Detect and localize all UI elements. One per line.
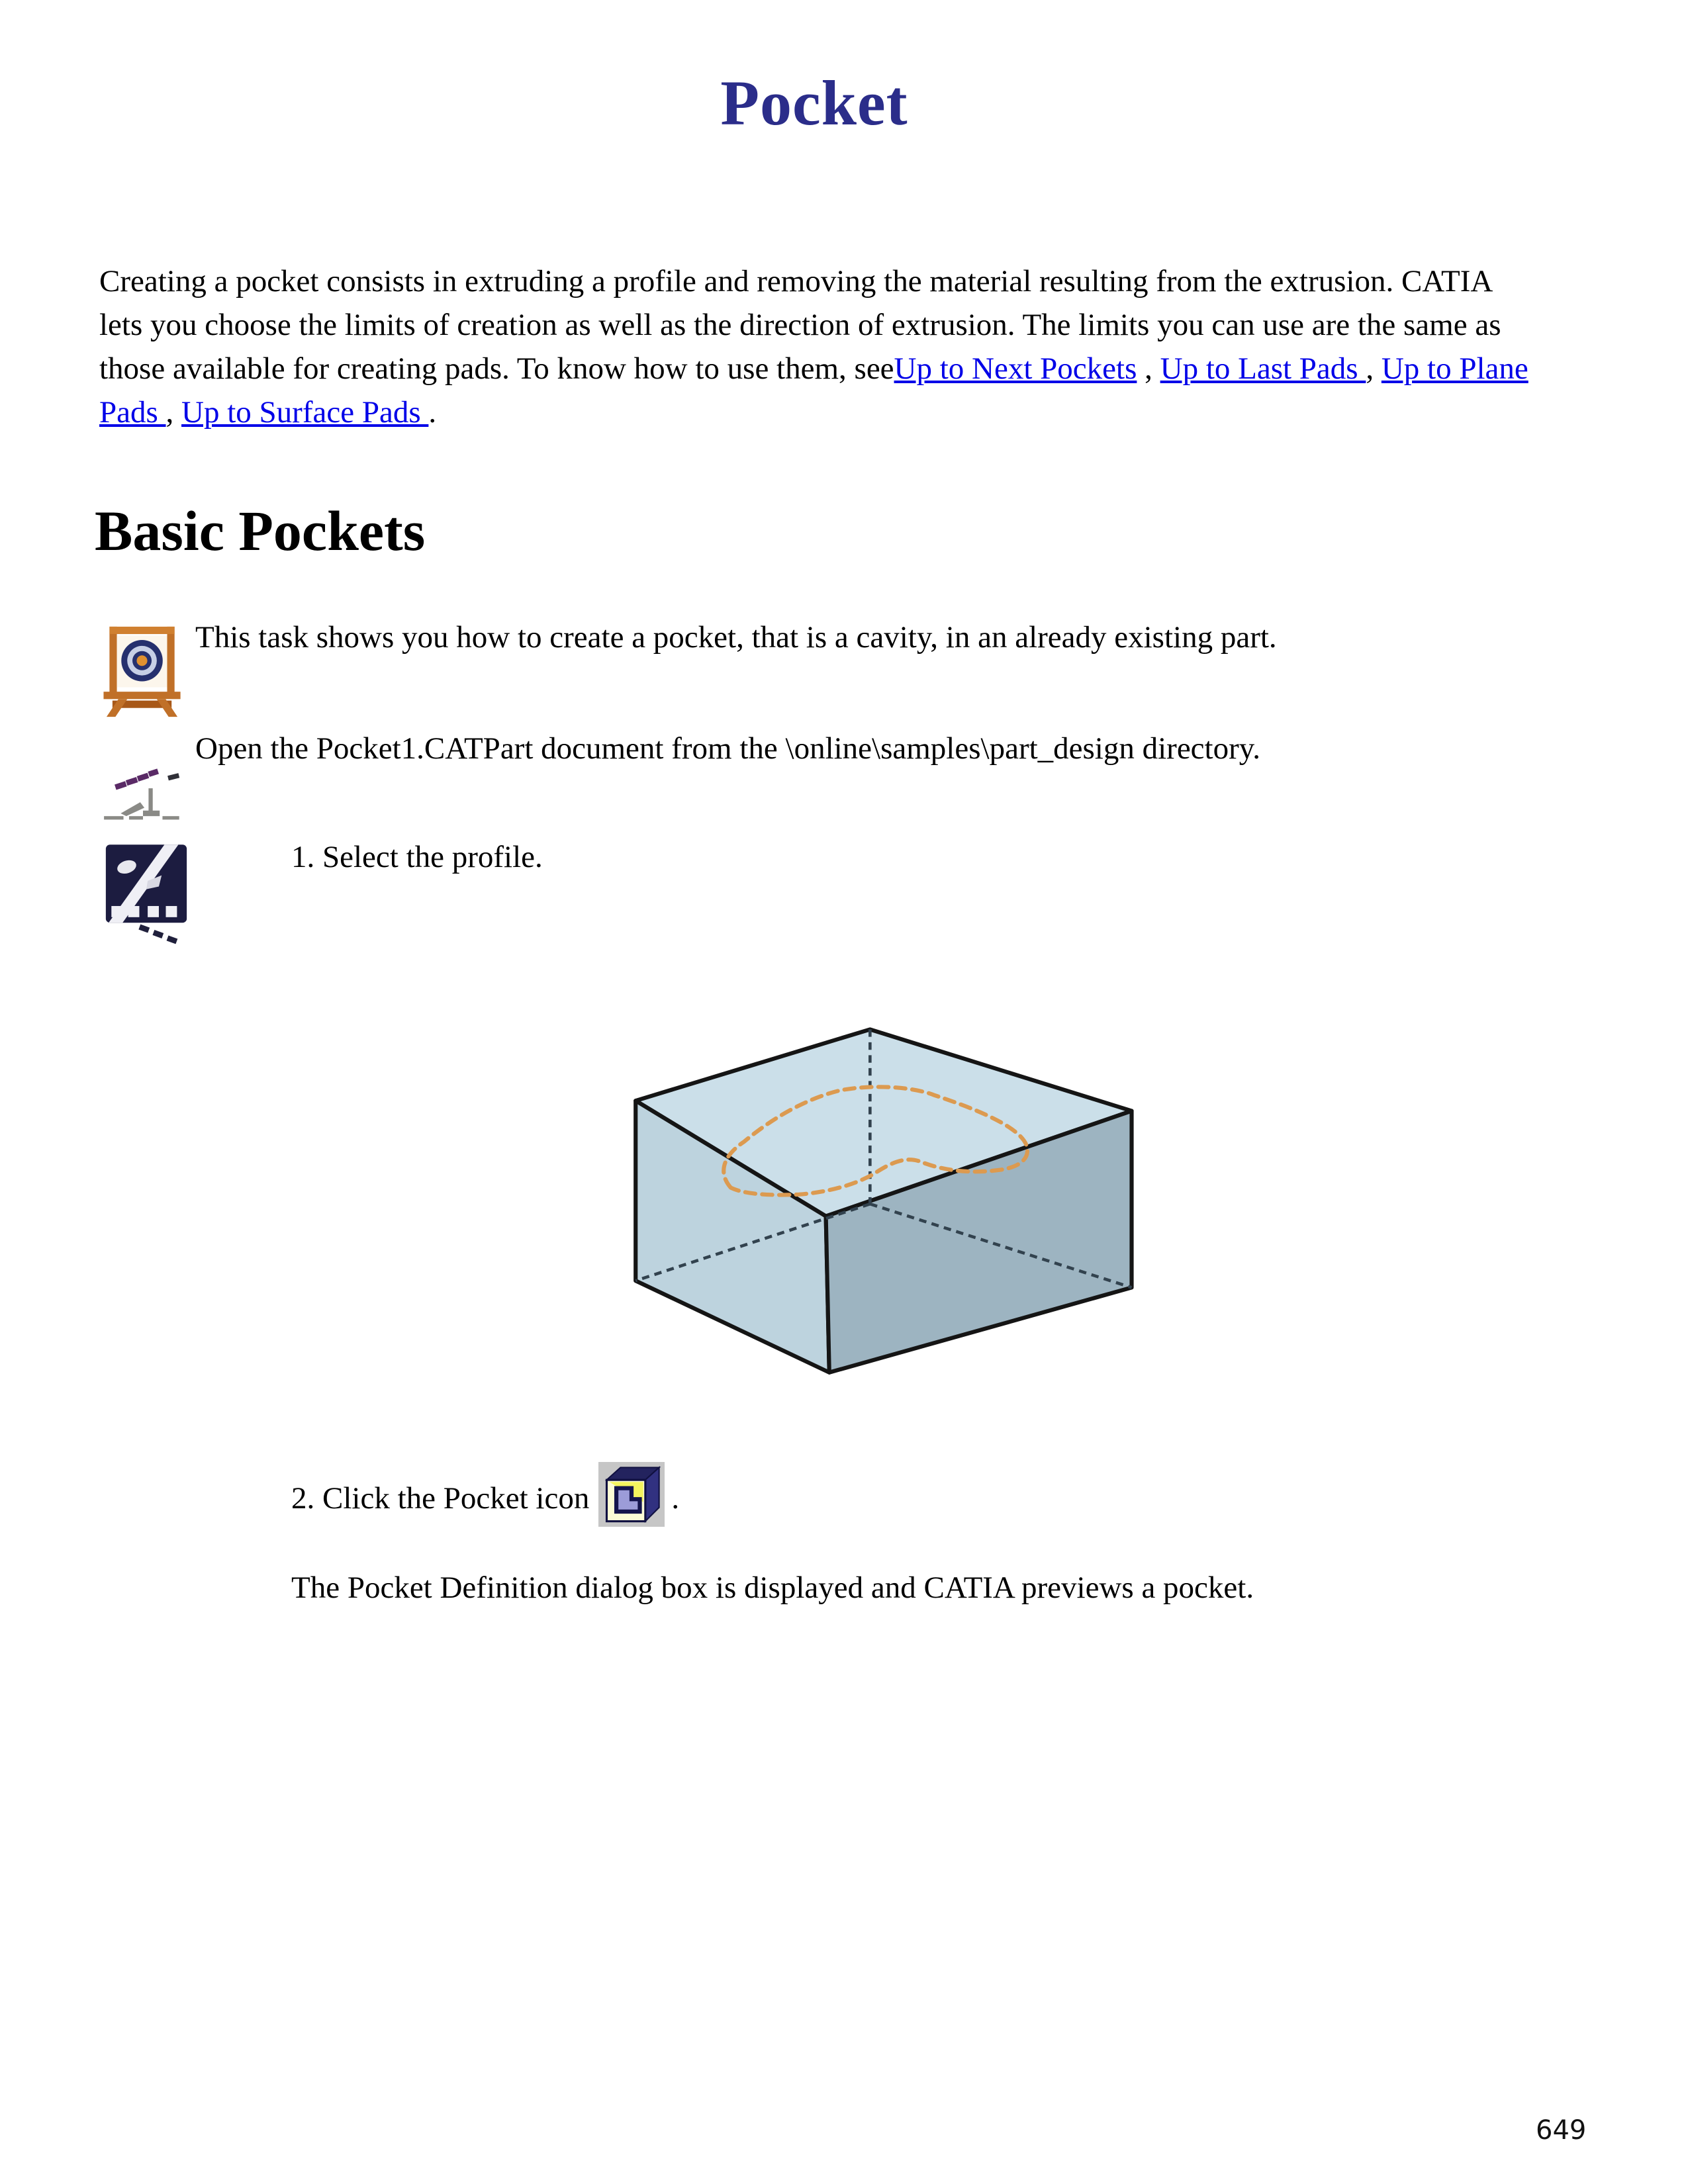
task1-text: This task shows you how to create a pocket, that is a cavity, in an already existing part. [195,620,1277,655]
part-figure [628,1019,1147,1379]
link-up-to-last-pads[interactable]: Up to Last Pads [1160,351,1366,386]
link-separator: , [1366,351,1382,386]
step2-text: 2. Click the Pocket icon [291,1481,590,1516]
task-target-icon [101,623,189,723]
pocket-tool-icon [598,1462,665,1535]
intro-paragraph [99,259,1536,434]
task2-text: Open the Pocket1.CATPart document from the \online\samples\part_design directory. [195,731,1260,766]
page-title: Pocket [720,68,908,138]
open-scenario-pen-icon [98,747,188,831]
link-up-to-plane-pads[interactable]: Up to Plane Pads [99,351,1528,430]
link-up-to-next-pockets[interactable]: Up to Next Pockets [894,351,1137,386]
title-block [99,66,1529,140]
step2-note: The Pocket Definition dialog box is displayed and CATIA previews a pocket. [291,1570,1254,1605]
step2-row [291,1464,679,1533]
link-up-to-surface-pads[interactable]: Up to Surface Pads [181,395,429,430]
intro-text: Creating a pocket consists in extruding a profile and removing the material resulting from the extrusion. CATIA lets you choose the limits of creation as well as the direction of extrusion. The limits you can use are the same as those available for creating pads. To know how to use them, see [99,264,1501,386]
sentence-end: . [428,395,437,430]
page-number: 649 [1536,2115,1587,2146]
step1-text: 1. Select the profile. [291,840,543,874]
scenario-clapper-icon [103,842,190,948]
link-separator: , [165,395,182,430]
isometric-block-image [628,1019,1147,1379]
step2-period: . [671,1481,680,1516]
link-separator: , [1137,351,1160,386]
section-heading: Basic Pockets [95,499,426,563]
